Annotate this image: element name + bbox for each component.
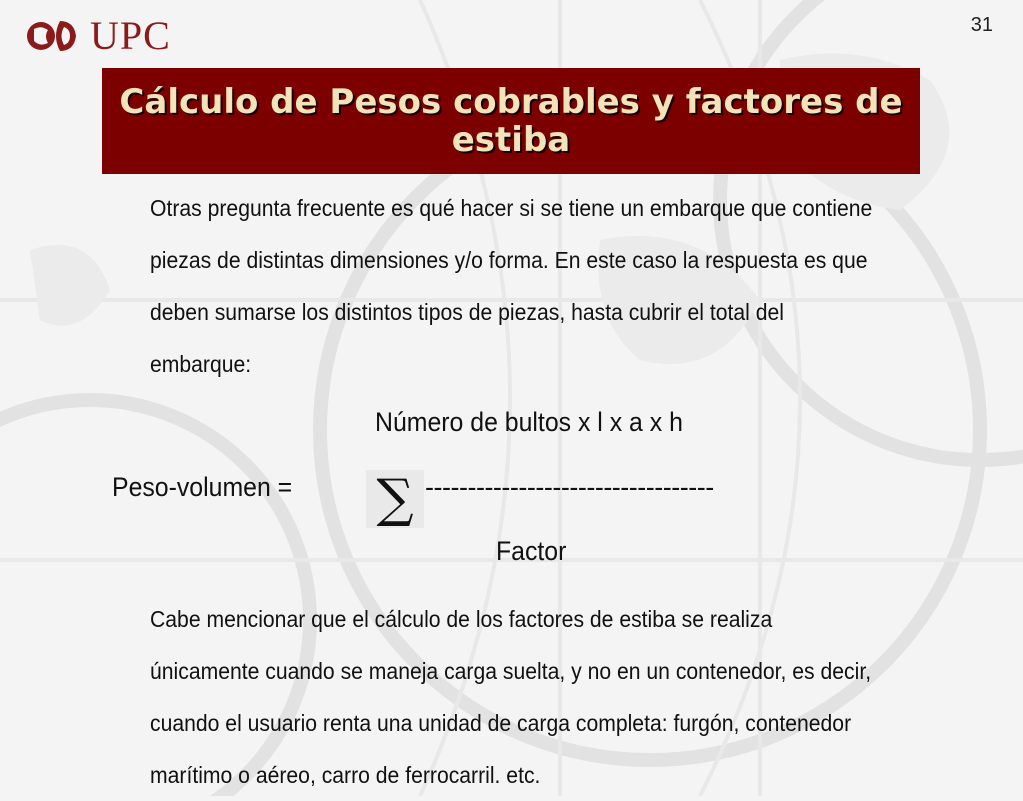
logo-text: UPC (90, 13, 171, 58)
closing-paragraph: Cabe mencionar que el cálculo de los factores de estiba se realiza únicamente cuando se maneja carga suelta, y no en un contenedor, es decir, cuando el usuario renta una unidad de carga completa: furgón, contenedor marítimo o aéreo, carro de ferrocarril. etc. (150, 606, 872, 788)
slide-title: Cálculo de Pesos cobrables y factores de estiba (119, 82, 903, 160)
sigma-symbol-icon (366, 470, 424, 528)
sigma-glyph: ∑ (376, 469, 414, 529)
page-number: 31 (970, 14, 993, 36)
formula-fraction-line: ---------------------------------- (425, 472, 714, 502)
formula-label: Peso-volumen = (112, 472, 293, 502)
upc-logo-mark-icon (26, 17, 88, 55)
upc-logo (26, 13, 171, 58)
formula-numerator: Número de bultos x l x a x h (375, 407, 683, 437)
slide-title-banner (102, 68, 920, 174)
intro-paragraph: Otras pregunta frecuente es qué hacer si se tiene un embarque que contiene piezas de distintas dimensiones y/o forma. En este caso la respuesta es que deben sumarse los distintos tipos de piezas, hasta cubrir el total del embarque: (150, 195, 873, 377)
formula-denominator: Factor (496, 536, 567, 566)
